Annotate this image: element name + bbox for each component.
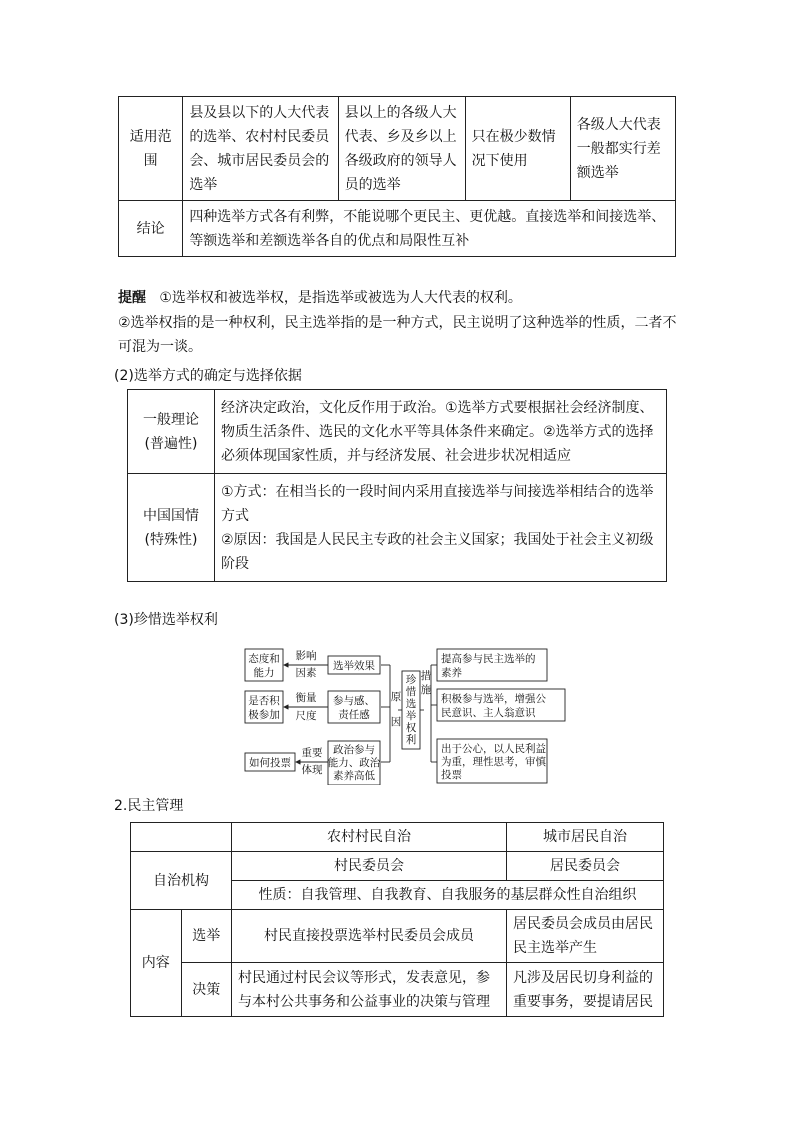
cell-conclusion: 四种选举方式各有利弊，不能说哪个更民主、更优越。直接选举和间接选举、等额选举和差额选举各自的优点和局限性互补 bbox=[183, 201, 676, 257]
table-row bbox=[131, 852, 664, 881]
section-heading-2: (2)选举方式的确定与选择依据 bbox=[114, 368, 302, 384]
table-row bbox=[119, 201, 676, 257]
general-theory-text: 经济决定政治，文化反作用于政治。①选举方式要根据社会经济制度、物质生活条件、选民的文化水平等具体条件来确定。②选举方式的选择必须体现国家性质，并与经济发展、社会进步状况相适应 bbox=[215, 390, 667, 474]
center-char-4: 举 bbox=[405, 710, 417, 722]
cherish-voting-diagram bbox=[240, 645, 580, 785]
rel2-line1: 衡量 bbox=[295, 692, 317, 704]
elect-urban: 居民委员会成员由居民民主选举产生 bbox=[507, 910, 664, 963]
election-methods-table bbox=[118, 96, 676, 257]
general-theory-label bbox=[128, 390, 215, 474]
label-line: (普遍性) bbox=[144, 435, 198, 452]
rel1-line2: 因素 bbox=[295, 667, 317, 679]
tip-label: 提醒 bbox=[118, 290, 146, 306]
rel1-line1: 影响 bbox=[295, 650, 317, 662]
right3-line2: 为重，理性思考，审慎 bbox=[441, 756, 546, 768]
center-char-6: 利 bbox=[405, 734, 417, 746]
right2-line2: 民意识、主人翁意识 bbox=[441, 707, 536, 719]
section-heading-4: 2.民主管理 bbox=[114, 798, 184, 814]
reason-text: ②原因：我国是人民民主专政的社会主义国家；我国处于社会主义初级阶段 bbox=[221, 531, 654, 572]
right3-line1: 出于公心，以人民利益 bbox=[441, 743, 546, 755]
reason-char-2: 因 bbox=[390, 716, 402, 728]
tip-text-1: ①选举权和被选举权，是指选举或被选为人大代表的权利。 bbox=[159, 290, 522, 306]
section-heading-3: (3)珍惜选举权利 bbox=[114, 612, 218, 628]
table-row bbox=[128, 390, 667, 474]
decide-urban: 凡涉及居民切身利益的重要事务，要提请居民 bbox=[507, 963, 664, 1017]
center-char-1: 珍 bbox=[405, 674, 417, 686]
right1-line2: 素养 bbox=[441, 667, 462, 679]
right2-line1: 积极参与选举，增强公 bbox=[441, 693, 546, 705]
mid3-line3: 素养高低 bbox=[333, 770, 375, 782]
decide-label: 决策 bbox=[181, 963, 232, 1017]
mid2-line2: 责任感 bbox=[338, 709, 370, 721]
mid1: 选举效果 bbox=[333, 660, 375, 672]
cell-indirect-scope: 县以上的各级人大代表、乡及乡以上各级政府的领导人员的选举 bbox=[338, 97, 465, 201]
left1-line2: 能力 bbox=[253, 667, 275, 679]
democratic-management-table bbox=[130, 822, 664, 1017]
elect-rural: 村民直接投票选举村民委员会成员 bbox=[232, 910, 507, 963]
center-char-5: 权 bbox=[405, 722, 417, 734]
right1-line1: 提高参与民主选举的 bbox=[441, 653, 536, 665]
org-label: 自治机构 bbox=[131, 852, 232, 910]
table-row bbox=[119, 97, 676, 201]
measure-char-2: 施 bbox=[420, 684, 432, 696]
tip-paragraph-2: ②选举权指的是一种权利，民主选举指的是一种方式，民主说明了这种选举的性质，二者不可混为一谈。 bbox=[118, 315, 677, 355]
china-situation-label bbox=[128, 474, 215, 582]
table-row bbox=[131, 963, 664, 1017]
cell-direct-scope: 县及县以下的人大代表的选举、农村村民委员会、城市居民委员会的选举 bbox=[183, 97, 338, 201]
china-situation-text bbox=[215, 474, 667, 582]
cell-equal-scope: 只在极少数情况下使用 bbox=[465, 97, 570, 201]
header-rural: 农村村民自治 bbox=[232, 823, 507, 852]
table-row bbox=[131, 823, 664, 852]
row-label-scope: 适用范围 bbox=[119, 97, 183, 201]
left1-line1: 态度和 bbox=[248, 653, 280, 665]
table-row bbox=[131, 910, 664, 963]
label-line: 中国国情 bbox=[143, 507, 199, 524]
decide-rural: 村民通过村民会议等形式，发表意见，参与本村公共事务和公益事业的决策与管理 bbox=[232, 963, 507, 1017]
label-line: 一般理论 bbox=[143, 411, 199, 428]
measure-char-1: 措 bbox=[420, 670, 432, 682]
cell-diff-scope: 各级人大代表一般都实行差额选举 bbox=[570, 97, 675, 201]
rel3-line2: 体现 bbox=[301, 764, 323, 776]
mid3-line1: 政治参与 bbox=[333, 744, 375, 756]
mid2-line1: 参与感、 bbox=[333, 695, 375, 707]
org-rural: 村民委员会 bbox=[232, 852, 507, 881]
header-urban: 城市居民自治 bbox=[507, 823, 664, 852]
left2-line1: 是否积 bbox=[248, 695, 280, 707]
left2-line2: 极参加 bbox=[248, 709, 280, 721]
center-char-2: 惜 bbox=[405, 686, 417, 698]
rel3-line1: 重要 bbox=[301, 747, 323, 759]
rel2-line2: 尺度 bbox=[295, 710, 317, 722]
mid3-line2: 能力、政治 bbox=[327, 757, 381, 769]
reason-char-1: 原 bbox=[390, 691, 402, 703]
row-label-conclusion: 结论 bbox=[119, 201, 183, 257]
right3-line3: 投票 bbox=[441, 769, 462, 781]
center-char-3: 选 bbox=[405, 698, 417, 710]
left3: 如何投票 bbox=[249, 757, 291, 769]
org-urban: 居民委员会 bbox=[507, 852, 664, 881]
basis-table bbox=[127, 389, 667, 582]
table-row bbox=[128, 474, 667, 582]
tip-paragraph-1 bbox=[118, 286, 678, 310]
method-text: ①方式：在相当长的一段时间内采用直接选举与间接选举相结合的选举方式 bbox=[221, 483, 654, 524]
corner-cell bbox=[131, 823, 232, 852]
content-label: 内容 bbox=[131, 910, 182, 1017]
org-nature: 性质：自我管理、自我教育、自我服务的基层群众性自治组织 bbox=[232, 881, 664, 910]
label-line: (特殊性) bbox=[144, 531, 198, 548]
elect-label: 选举 bbox=[181, 910, 232, 963]
